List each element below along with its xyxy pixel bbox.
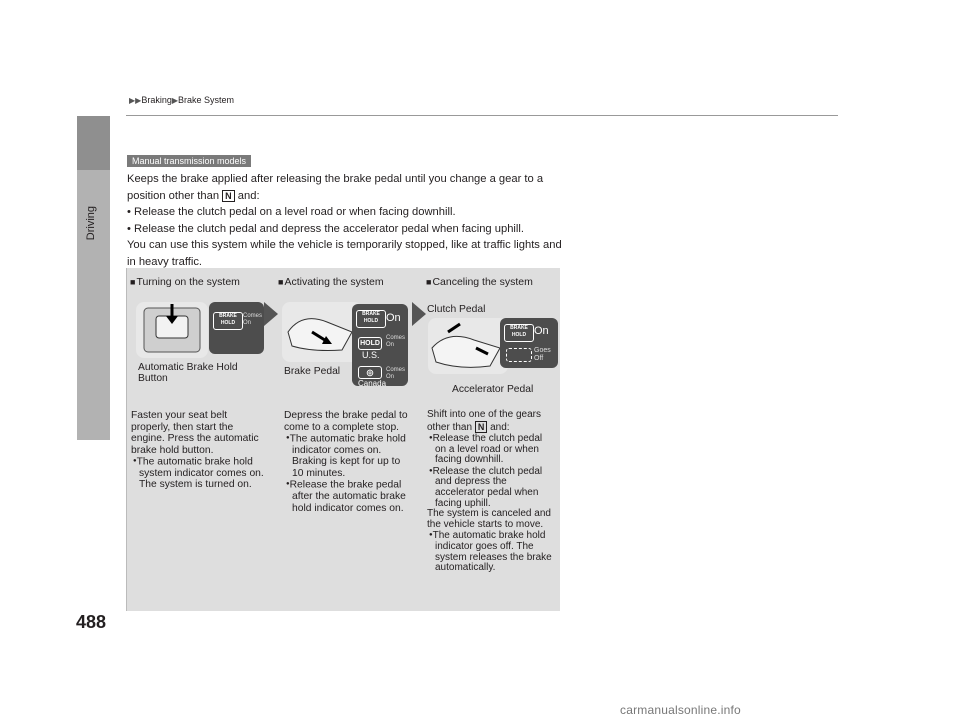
intro-line1a: Keeps the brake applied after releasing the brake pedal until you change a gear to a position other than xyxy=(127,173,544,202)
col1-callout: Automatic Brake Hold Button xyxy=(138,362,238,384)
col1-text xyxy=(131,410,269,491)
indicator-panel-3 xyxy=(500,318,558,368)
sidebar-tab xyxy=(77,116,110,170)
on-label: On xyxy=(386,312,401,324)
col1-bullet: ● The automatic brake hold system indicator comes on. The system is turned on. xyxy=(131,456,269,491)
col3-heading: ■ Canceling the system xyxy=(426,276,533,288)
intro-line1b: and: xyxy=(237,189,260,202)
breadcrumb-braking[interactable]: Braking xyxy=(141,95,172,105)
brake-pedal-illustration xyxy=(282,302,362,362)
watermark: carmanualsonline.info xyxy=(620,703,741,717)
col3-paragraph xyxy=(427,410,555,433)
col1-paragraph: Fasten your seat belt properly, then start the engine. Press the automatic brake hold button. xyxy=(131,410,259,456)
intro-closing: You can use this system while the vehicle is temporarily stopped, like at traffic lights and in heavy traffic. xyxy=(127,239,562,268)
goes-off-label: Goes Off xyxy=(534,347,551,362)
brake-symbol-icon: ◎ xyxy=(358,366,382,379)
col3-text-a: Shift into one of the gears other than xyxy=(427,409,541,433)
canada-label: Canada xyxy=(358,379,387,388)
comes-on-label: Comes On xyxy=(386,367,406,380)
intro-bullet-1: • Release the clutch pedal on a level road or when facing downhill. xyxy=(127,204,567,221)
col2-callout: Brake Pedal xyxy=(284,366,341,377)
step-arrow-icon xyxy=(264,302,278,326)
col3-paragraph-2: The system is canceled and the vehicle starts to move. xyxy=(427,508,551,530)
brake-hold-button-illustration xyxy=(136,302,208,358)
col3-text xyxy=(427,410,555,574)
col3-callout-bottom: Accelerator Pedal xyxy=(452,384,534,395)
comes-on-label: Comes On xyxy=(243,313,263,326)
col3-bullet-3: ● The automatic brake hold indicator goes off. The system releases the brake automatically. xyxy=(427,530,555,573)
brake-hold-indicator-icon: BRAKE HOLD xyxy=(504,324,534,342)
on-label: On xyxy=(534,325,549,337)
page-number: 488 xyxy=(76,612,107,632)
col2-text xyxy=(284,410,412,514)
pedals-illustration xyxy=(428,318,508,374)
us-label: U.S. xyxy=(362,350,380,360)
intro-text xyxy=(127,171,567,270)
indicator-panel-2 xyxy=(352,304,408,386)
comes-on-label: Comes On xyxy=(386,335,406,348)
hold-indicator-icon: HOLD xyxy=(358,337,382,350)
brake-hold-indicator-icon: BRAKE HOLD xyxy=(213,312,243,330)
col1-heading: ■ Turning on the system xyxy=(130,276,240,288)
intro-bullet-2: • Release the clutch pedal and depress the accelerator pedal when facing uphill. xyxy=(127,221,567,238)
col2-paragraph: Depress the brake pedal to come to a complete stop. xyxy=(284,410,408,433)
breadcrumb-brake-system[interactable]: Brake System xyxy=(177,95,235,105)
col3-bullet-1: ● Release the clutch pedal on a level road or when facing downhill. xyxy=(427,433,555,466)
indicator-off-icon xyxy=(506,348,532,362)
foot-on-pedal-icon xyxy=(282,302,362,362)
col3-text-b: and: xyxy=(490,421,510,433)
header-rule xyxy=(126,115,838,116)
intro-line xyxy=(127,171,567,204)
breadcrumb-arrow-icon: ▶ xyxy=(171,96,178,105)
col3-bullet-2: ● Release the clutch pedal and depress the accelerator pedal when facing uphill. xyxy=(427,466,555,509)
gear-n-key: N xyxy=(475,421,488,433)
col2-bullet-2: ● Release the brake pedal after the automatic brake hold indicator comes on. xyxy=(284,479,412,514)
section-sidebar xyxy=(77,116,110,440)
col2-bullet-1: ● The automatic brake hold indicator comes on. Braking is kept for up to 10 minutes. xyxy=(284,433,412,479)
model-tag: Manual transmission models xyxy=(127,155,251,167)
breadcrumb xyxy=(129,95,234,105)
col2-heading: ■ Activating the system xyxy=(278,276,384,288)
breadcrumb-arrow-icon: ▶▶ xyxy=(129,96,142,105)
gear-n-key: N xyxy=(222,190,235,202)
brake-hold-indicator-icon: BRAKE HOLD xyxy=(356,310,386,328)
foot-on-pedals-icon xyxy=(428,318,508,374)
indicator-panel-1 xyxy=(209,302,264,354)
col3-callout-top: Clutch Pedal xyxy=(427,304,486,315)
button-press-icon xyxy=(136,302,208,358)
step-arrow-icon xyxy=(412,302,426,326)
sidebar-label: Driving xyxy=(85,206,97,241)
